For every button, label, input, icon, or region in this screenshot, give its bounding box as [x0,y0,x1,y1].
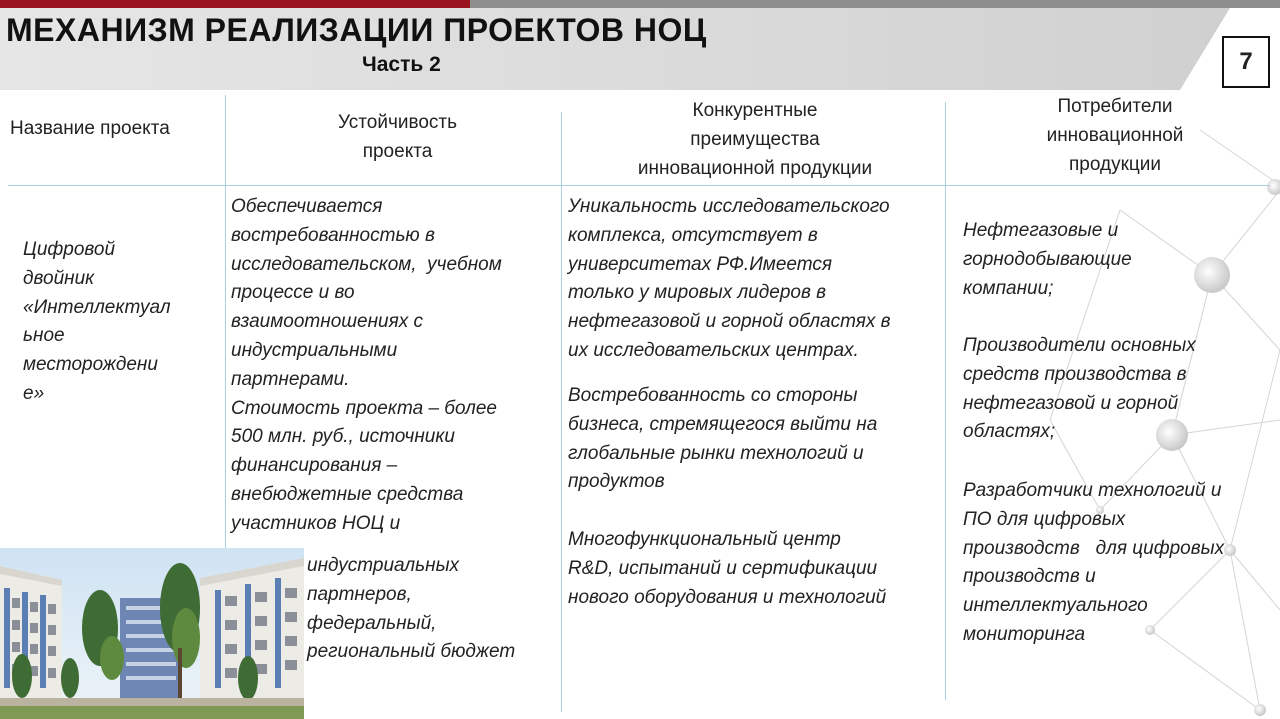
consumer-developers: Разработчики технологий и ПО для цифровых производств для цифровых производств и интеллектуального мониторинга [963,480,1225,645]
page-subtitle: Часть 2 [362,53,441,76]
header-row-divider [8,185,1270,186]
project-name-cell: Цифровой двойник «Интеллектуал ьное месторождени е» [23,239,171,404]
building-image [0,548,304,719]
column-divider [225,95,226,548]
sustainability-cell: Обеспечивается востребованностью в исследовательском, учебном процессе и во взаимоотношениях с индустриальными партнерами. Стоимость проекта – более 500 млн. руб., источники финансирования – внебюджетные средства участников НОЦ и [231,196,502,534]
column-divider [945,102,946,700]
column-header-project-name: Название проекта [10,118,170,139]
sustainability-cell-continued: индустриальных партнеров, федеральный, региональный бюджет [307,555,516,663]
top-stripe-red [0,0,470,8]
column-header-advantages: Конкурентные преимущества инновационной продукции [637,100,873,179]
top-stripe-grey [470,0,1280,8]
consumer-oil-gas: Нефтегазовые и горнодобывающие компании; [963,220,1132,299]
column-header-consumers: Потребители инновационной продукции [1046,96,1184,175]
page-title: МЕХАНИЗМ РЕАЛИЗАЦИИ ПРОЕКТОВ НОЦ [6,12,707,48]
column-divider [561,112,562,712]
advantage-uniqueness: Уникальность исследовательского комплекса, отсутствует в университетах РФ.Имеется только у мировых лидеров в нефтегазовой и горной областях в их исследовательских центрах. [568,196,891,361]
page-number: 7 [1222,36,1270,88]
advantage-demand: Востребованность со стороны бизнеса, стремящегося выйти на глобальные рынки технологий и продуктов [568,385,878,493]
advantage-center: Многофункциональный центр R&D, испытаний и сертификации нового оборудования и технологий [568,529,887,608]
column-header-sustainability: Устойчивость проекта [337,112,458,162]
consumer-manufacturers: Производители основных средств производства в нефтегазовой и горной областях; [963,335,1196,443]
